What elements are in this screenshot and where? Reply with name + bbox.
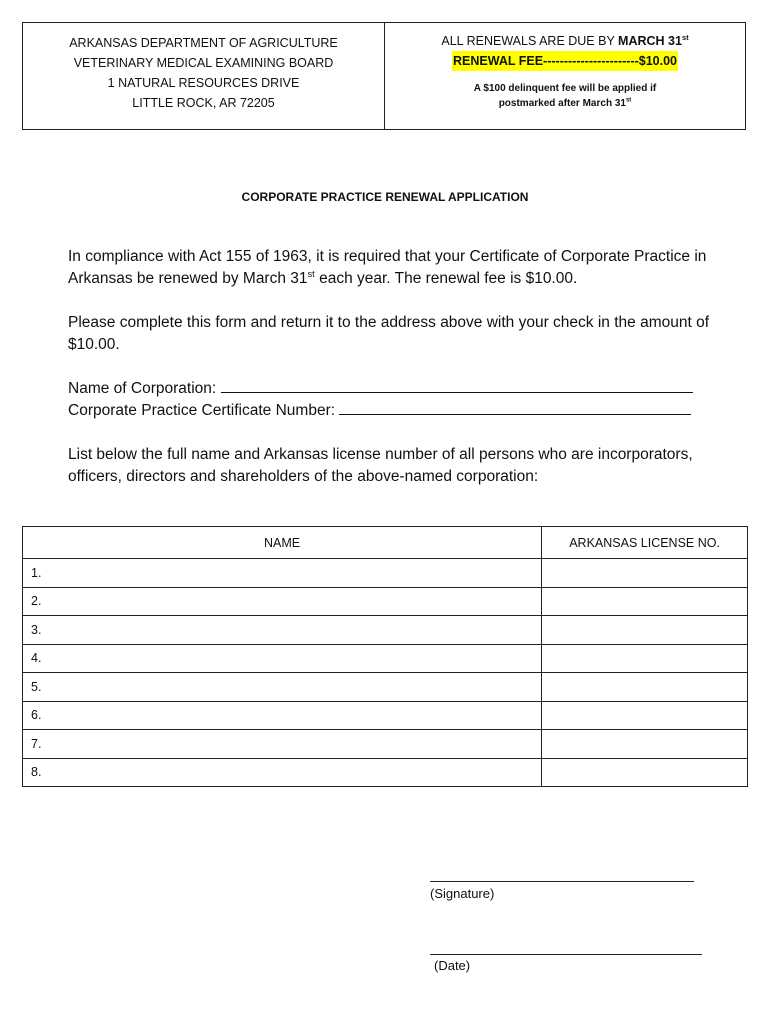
due-date: MARCH 31 xyxy=(618,34,682,48)
table-row xyxy=(23,616,748,645)
license-cell[interactable] xyxy=(542,673,748,702)
compliance-text: In compliance with Act 155 of 1963, it is required that your Certificate of Corporate Practice in Arkansas be renewed by March 31 xyxy=(68,248,707,287)
corporation-name-label: Name of Corporation: xyxy=(68,380,221,397)
license-cell[interactable] xyxy=(542,701,748,730)
signature-label: (Signature) xyxy=(430,886,495,901)
table-row xyxy=(23,730,748,759)
corporation-fields xyxy=(68,378,748,422)
license-cell[interactable] xyxy=(542,616,748,645)
address-line: ARKANSAS DEPARTMENT OF AGRICULTURE xyxy=(69,36,338,50)
license-cell[interactable] xyxy=(542,758,748,787)
table-row xyxy=(23,587,748,616)
table-row xyxy=(23,644,748,673)
license-cell[interactable] xyxy=(542,644,748,673)
header-box xyxy=(22,22,746,130)
license-cell[interactable] xyxy=(542,730,748,759)
certificate-number-blank[interactable] xyxy=(339,400,691,415)
name-cell[interactable]: 5. xyxy=(23,673,542,702)
name-cell[interactable]: 6. xyxy=(23,701,542,730)
address-line: VETERINARY MEDICAL EXAMINING BOARD xyxy=(73,56,334,70)
certificate-number-label: Corporate Practice Certificate Number: xyxy=(68,402,340,419)
date-label: (Date) xyxy=(434,958,471,973)
license-cell[interactable] xyxy=(542,559,748,588)
instructions-paragraph: Please complete this form and return it to the address above with your check in the amount of $10.00. xyxy=(68,314,710,353)
address-line: 1 NATURAL RESOURCES DRIVE xyxy=(107,76,300,90)
corporation-name-blank[interactable] xyxy=(221,378,693,393)
license-column-header: ARKANSAS LICENSE NO. xyxy=(542,527,748,559)
form-title: CORPORATE PRACTICE RENEWAL APPLICATION xyxy=(241,190,529,204)
name-cell[interactable]: 2. xyxy=(23,587,542,616)
name-cell[interactable]: 3. xyxy=(23,616,542,645)
table-row xyxy=(23,559,748,588)
certificate-number-field[interactable] xyxy=(68,400,748,422)
late-suffix: st xyxy=(625,97,632,104)
signature-line[interactable] xyxy=(430,881,694,882)
late-line-2: postmarked after March 31 xyxy=(498,98,626,109)
late-fee-notice xyxy=(385,81,745,111)
address-line: LITTLE ROCK, AR 72205 xyxy=(132,96,275,110)
renewal-notice xyxy=(385,23,745,129)
due-prefix: ALL RENEWALS ARE DUE BY xyxy=(441,34,619,48)
table-header-row xyxy=(23,527,748,559)
date-line[interactable] xyxy=(430,954,702,955)
compliance-text-end: each year. The renewal fee is $10.00. xyxy=(314,270,578,287)
name-cell[interactable]: 7. xyxy=(23,730,542,759)
table-row xyxy=(23,673,748,702)
name-cell[interactable]: 4. xyxy=(23,644,542,673)
compliance-paragraph xyxy=(68,246,748,290)
table-row xyxy=(23,758,748,787)
due-date-notice xyxy=(385,31,745,51)
roster-table xyxy=(22,526,748,787)
corporation-name-field[interactable] xyxy=(68,378,748,400)
due-suffix: st xyxy=(681,32,689,42)
compliance-sup: st xyxy=(307,268,315,279)
name-column-header: NAME xyxy=(23,527,542,559)
table-row xyxy=(23,701,748,730)
license-cell[interactable] xyxy=(542,587,748,616)
renewal-fee: RENEWAL FEE-----------------------$10.00 xyxy=(452,51,678,71)
list-instructions: List below the full name and Arkansas license number of all persons who are incorporators, officers, directors and shareholders of the above-named corporation: xyxy=(68,446,693,485)
name-cell[interactable]: 1. xyxy=(23,559,542,588)
name-cell[interactable]: 8. xyxy=(23,758,542,787)
late-line-1: A $100 delinquent fee will be applied if xyxy=(473,83,657,94)
board-address xyxy=(23,23,385,129)
